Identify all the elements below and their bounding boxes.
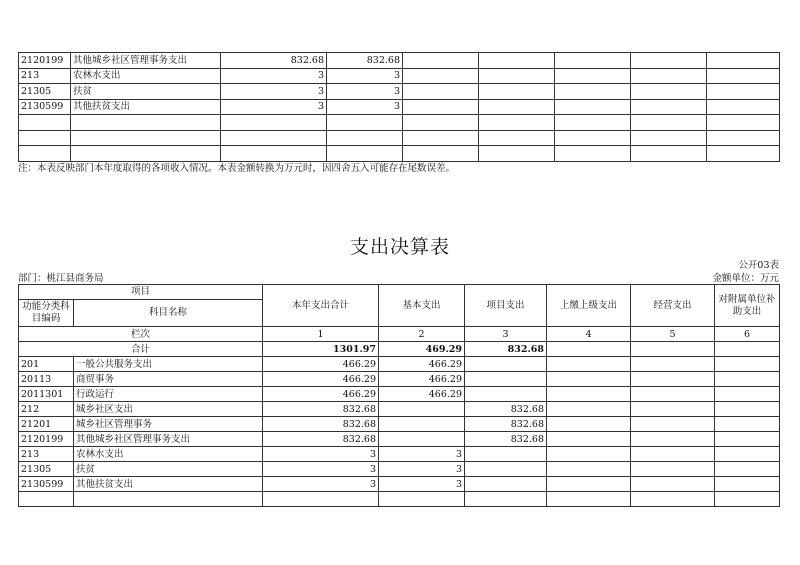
table-row-empty [19,130,780,146]
header-row [19,285,780,300]
subject-name: 扶贫 [71,84,221,100]
subject-name: 一般公共服务支出 [74,357,263,372]
table-row [19,68,780,84]
amount-total: 466.29 [263,372,379,387]
table-row [19,462,780,477]
subject-name: 城乡社区管理事务 [74,417,263,432]
col-number: 4 [547,327,631,342]
amount-project [465,477,547,492]
amount-project: 832.68 [465,402,547,417]
amount-project [465,372,547,387]
table-row [19,447,780,462]
amount-basic: 3 [379,447,465,462]
subject-code: 2130599 [19,477,74,492]
amount: 3 [221,68,327,84]
amount-project [465,447,547,462]
table-row-empty [19,492,780,507]
amount: 3 [221,84,327,100]
subject-code: 2120199 [19,432,74,447]
amount-basic: 466.29 [379,357,465,372]
amount: 3 [327,99,403,115]
table-row [19,417,780,432]
total-project: 832.68 [465,342,547,357]
table-note: 注：本表反映部门本年度取得的各项收入情况。本表金额转换为万元时，因四舍五入可能存在尾数误差。 [18,163,456,174]
table-row [19,357,780,372]
amount: 3 [221,99,327,115]
subject-name: 其他城乡社区管理事务支出 [71,53,221,69]
header-project: 项目 [19,285,263,300]
table-row-empty [19,146,780,162]
subject-code: 212 [19,402,74,417]
column-number-row [19,327,780,342]
table-row [19,99,780,115]
amount-total: 3 [263,447,379,462]
subject-name: 农林水支出 [74,447,263,462]
header-upper: 上缴上级支出 [547,285,631,327]
amount-basic: 3 [379,462,465,477]
table-row [19,84,780,100]
amount-project [465,357,547,372]
top-table [18,52,780,162]
amount-project: 832.68 [465,432,547,447]
subject-code: 213 [19,68,71,84]
amount-basic [379,432,465,447]
table-row-empty [19,115,780,131]
subject-code: 20113 [19,372,74,387]
amount-project [465,387,547,402]
subject-name: 扶贫 [74,462,263,477]
page-title: 支出决算表 [349,236,450,258]
subject-name: 行政运行 [74,387,263,402]
amount: 832.68 [221,53,327,69]
subject-name: 城乡社区支出 [74,402,263,417]
expenditure-table [18,284,780,507]
amount-total: 832.68 [263,432,379,447]
table-row [19,402,780,417]
amount-basic [379,402,465,417]
amount-basic: 3 [379,477,465,492]
header-business: 经营支出 [631,285,715,327]
subject-code: 2120199 [19,53,71,69]
subject-code: 21201 [19,417,74,432]
amount-basic: 466.29 [379,387,465,402]
amount-project: 832.68 [465,417,547,432]
subject-code: 2130599 [19,99,71,115]
table-row [19,432,780,447]
subject-name: 其他扶贫支出 [71,99,221,115]
total-basic: 469.29 [379,342,465,357]
col-number: 5 [631,327,715,342]
header-total: 本年支出合计 [263,285,379,327]
subject-code: 21305 [19,462,74,477]
amount-total: 3 [263,477,379,492]
amount-total: 832.68 [263,402,379,417]
subject-name: 商贸事务 [74,372,263,387]
amount: 3 [327,84,403,100]
subject-code: 201 [19,357,74,372]
department-label: 部门：桃江县商务局 [18,273,104,284]
subject-name: 农林水支出 [71,68,221,84]
amount: 3 [327,68,403,84]
table-row [19,372,780,387]
header-name: 科目名称 [74,300,263,327]
amount-project [465,462,547,477]
col-number: 3 [465,327,547,342]
amount-basic [379,417,465,432]
amount-total: 466.29 [263,387,379,402]
header-subsidy: 对附属单位补助支出 [715,285,780,327]
table-row [19,53,780,69]
totals-row [19,342,780,357]
unit-label: 金额单位：万元 [712,273,779,284]
subject-name: 其他扶贫支出 [74,477,263,492]
table-row [19,387,780,402]
subject-code: 21305 [19,84,71,100]
totals-label: 合计 [19,342,263,357]
amount: 832.68 [327,53,403,69]
total-amount: 1301.97 [263,342,379,357]
subject-code: 2011301 [19,387,74,402]
lanci-label: 栏次 [19,327,263,342]
form-code: 公开03表 [738,260,779,271]
subject-name: 其他城乡社区管理事务支出 [74,432,263,447]
table-row [19,477,780,492]
header-basic: 基本支出 [379,285,465,327]
col-number: 2 [379,327,465,342]
col-number: 6 [715,327,780,342]
amount-total: 466.29 [263,357,379,372]
amount-total: 832.68 [263,417,379,432]
header-code: 功能分类科目编码 [19,300,74,327]
header-project-expenditure: 项目支出 [465,285,547,327]
subject-code: 213 [19,447,74,462]
amount-basic: 466.29 [379,372,465,387]
col-number: 1 [263,327,379,342]
amount-total: 3 [263,462,379,477]
